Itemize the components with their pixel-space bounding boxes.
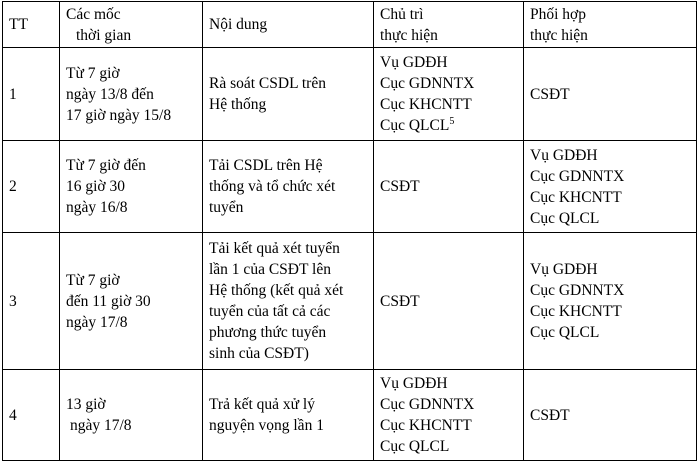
time-line: Từ 7 giờ	[66, 271, 120, 289]
content-line: tuyển của tất cả các	[209, 303, 331, 320]
header-row	[3, 2, 697, 48]
content-cell	[203, 233, 374, 370]
time-line: 13 giờ	[66, 396, 106, 413]
content-line: tuyển	[209, 199, 244, 216]
coop-cell	[524, 141, 697, 233]
coop-line: Cục QLCL	[530, 324, 600, 341]
table-row	[3, 370, 697, 461]
header-coop-line: Phối hợp	[530, 5, 586, 23]
lead-line: Cục GDNNTX	[380, 75, 475, 92]
coop-line: Cục KHCNTT	[530, 303, 622, 320]
lead-line: Cục QLCL	[380, 438, 450, 455]
schedule-table	[2, 1, 697, 461]
content-line: Tải kết quả xét tuyển	[209, 240, 340, 257]
coop-line: Cục KHCNTT	[530, 188, 622, 206]
time-line: 17 giờ ngày 15/8	[66, 106, 172, 124]
row-number: 3	[3, 233, 60, 370]
lead-line: Cục KHCNTT	[380, 417, 472, 434]
time-line: Từ 7 giờ đến	[66, 157, 146, 174]
content-line: Rà soát CSDL trên	[209, 75, 326, 92]
content-line: nguyện vọng lần 1	[209, 417, 324, 434]
table-row	[3, 48, 697, 141]
lead-cell	[374, 370, 524, 461]
lead-line: Vụ GDĐH	[380, 375, 448, 392]
row-number: 1	[3, 48, 60, 141]
header-tt: TT	[3, 2, 60, 48]
content-line: Hệ thống	[209, 96, 267, 113]
lead-line: Vụ GDĐH	[380, 54, 448, 71]
row-number: 4	[3, 370, 60, 461]
coop-line: Vụ GDĐH	[530, 261, 598, 278]
header-coop	[524, 2, 697, 48]
content-line: Hệ thống (kết quả xét	[209, 282, 344, 299]
coop-line: CSĐT	[530, 85, 570, 103]
content-line: Tải CSDL trên Hệ	[209, 157, 323, 174]
lead-line-text: Cục QLCL	[380, 117, 450, 134]
header-content: Nội dung	[203, 2, 374, 48]
coop-line: CSĐT	[530, 406, 570, 424]
header-time-line: thời gian	[76, 26, 132, 44]
coop-cell	[524, 48, 697, 141]
footnote-marker: 5	[449, 115, 455, 127]
header-lead-line: Chủ trì	[380, 5, 424, 23]
header-lead-line: thực hiện	[380, 26, 438, 44]
time-line: ngày 13/8 đến	[66, 85, 154, 103]
lead-line	[380, 115, 517, 136]
coop-line: Vụ GDĐH	[530, 146, 598, 164]
lead-line: Cục GDNNTX	[380, 396, 475, 413]
time-line: ngày 17/8	[70, 417, 132, 434]
content-line: lần 1 của CSĐT lên	[209, 261, 331, 278]
time-line: Từ 7 giờ	[66, 64, 120, 82]
time-line: 16 giờ 30	[66, 178, 126, 195]
content-cell	[203, 141, 374, 233]
table-row	[3, 233, 697, 370]
header-lead	[374, 2, 524, 48]
time-line: ngày 17/8	[66, 313, 128, 331]
coop-cell	[524, 370, 697, 461]
table-row	[3, 141, 697, 233]
coop-cell	[524, 233, 697, 370]
lead-line: CSĐT	[380, 178, 420, 195]
time-cell	[60, 48, 203, 141]
lead-cell	[374, 141, 524, 233]
header-coop-line: thực hiện	[530, 26, 588, 44]
lead-line: Cục KHCNTT	[380, 96, 472, 113]
content-line: thống và tổ chức xét	[209, 178, 336, 195]
time-cell	[60, 141, 203, 233]
coop-line: Cục GDNNTX	[530, 167, 625, 185]
time-line: đến 11 giờ 30	[66, 292, 151, 310]
coop-line: Cục GDNNTX	[530, 282, 625, 299]
content-line: phương thức tuyển	[209, 324, 327, 341]
lead-line: CSĐT	[380, 292, 420, 310]
content-line: Trả kết quả xử lý	[209, 396, 315, 413]
lead-cell	[374, 48, 524, 141]
content-cell	[203, 370, 374, 461]
coop-line: Cục QLCL	[530, 209, 600, 227]
time-line: ngày 16/8	[66, 199, 128, 216]
header-time	[60, 2, 203, 48]
time-cell	[60, 233, 203, 370]
header-time-line: Các mốc	[66, 5, 121, 23]
row-number: 2	[3, 141, 60, 233]
content-line: sinh của CSĐT)	[209, 345, 309, 362]
lead-cell	[374, 233, 524, 370]
content-cell	[203, 48, 374, 141]
time-cell	[60, 370, 203, 461]
